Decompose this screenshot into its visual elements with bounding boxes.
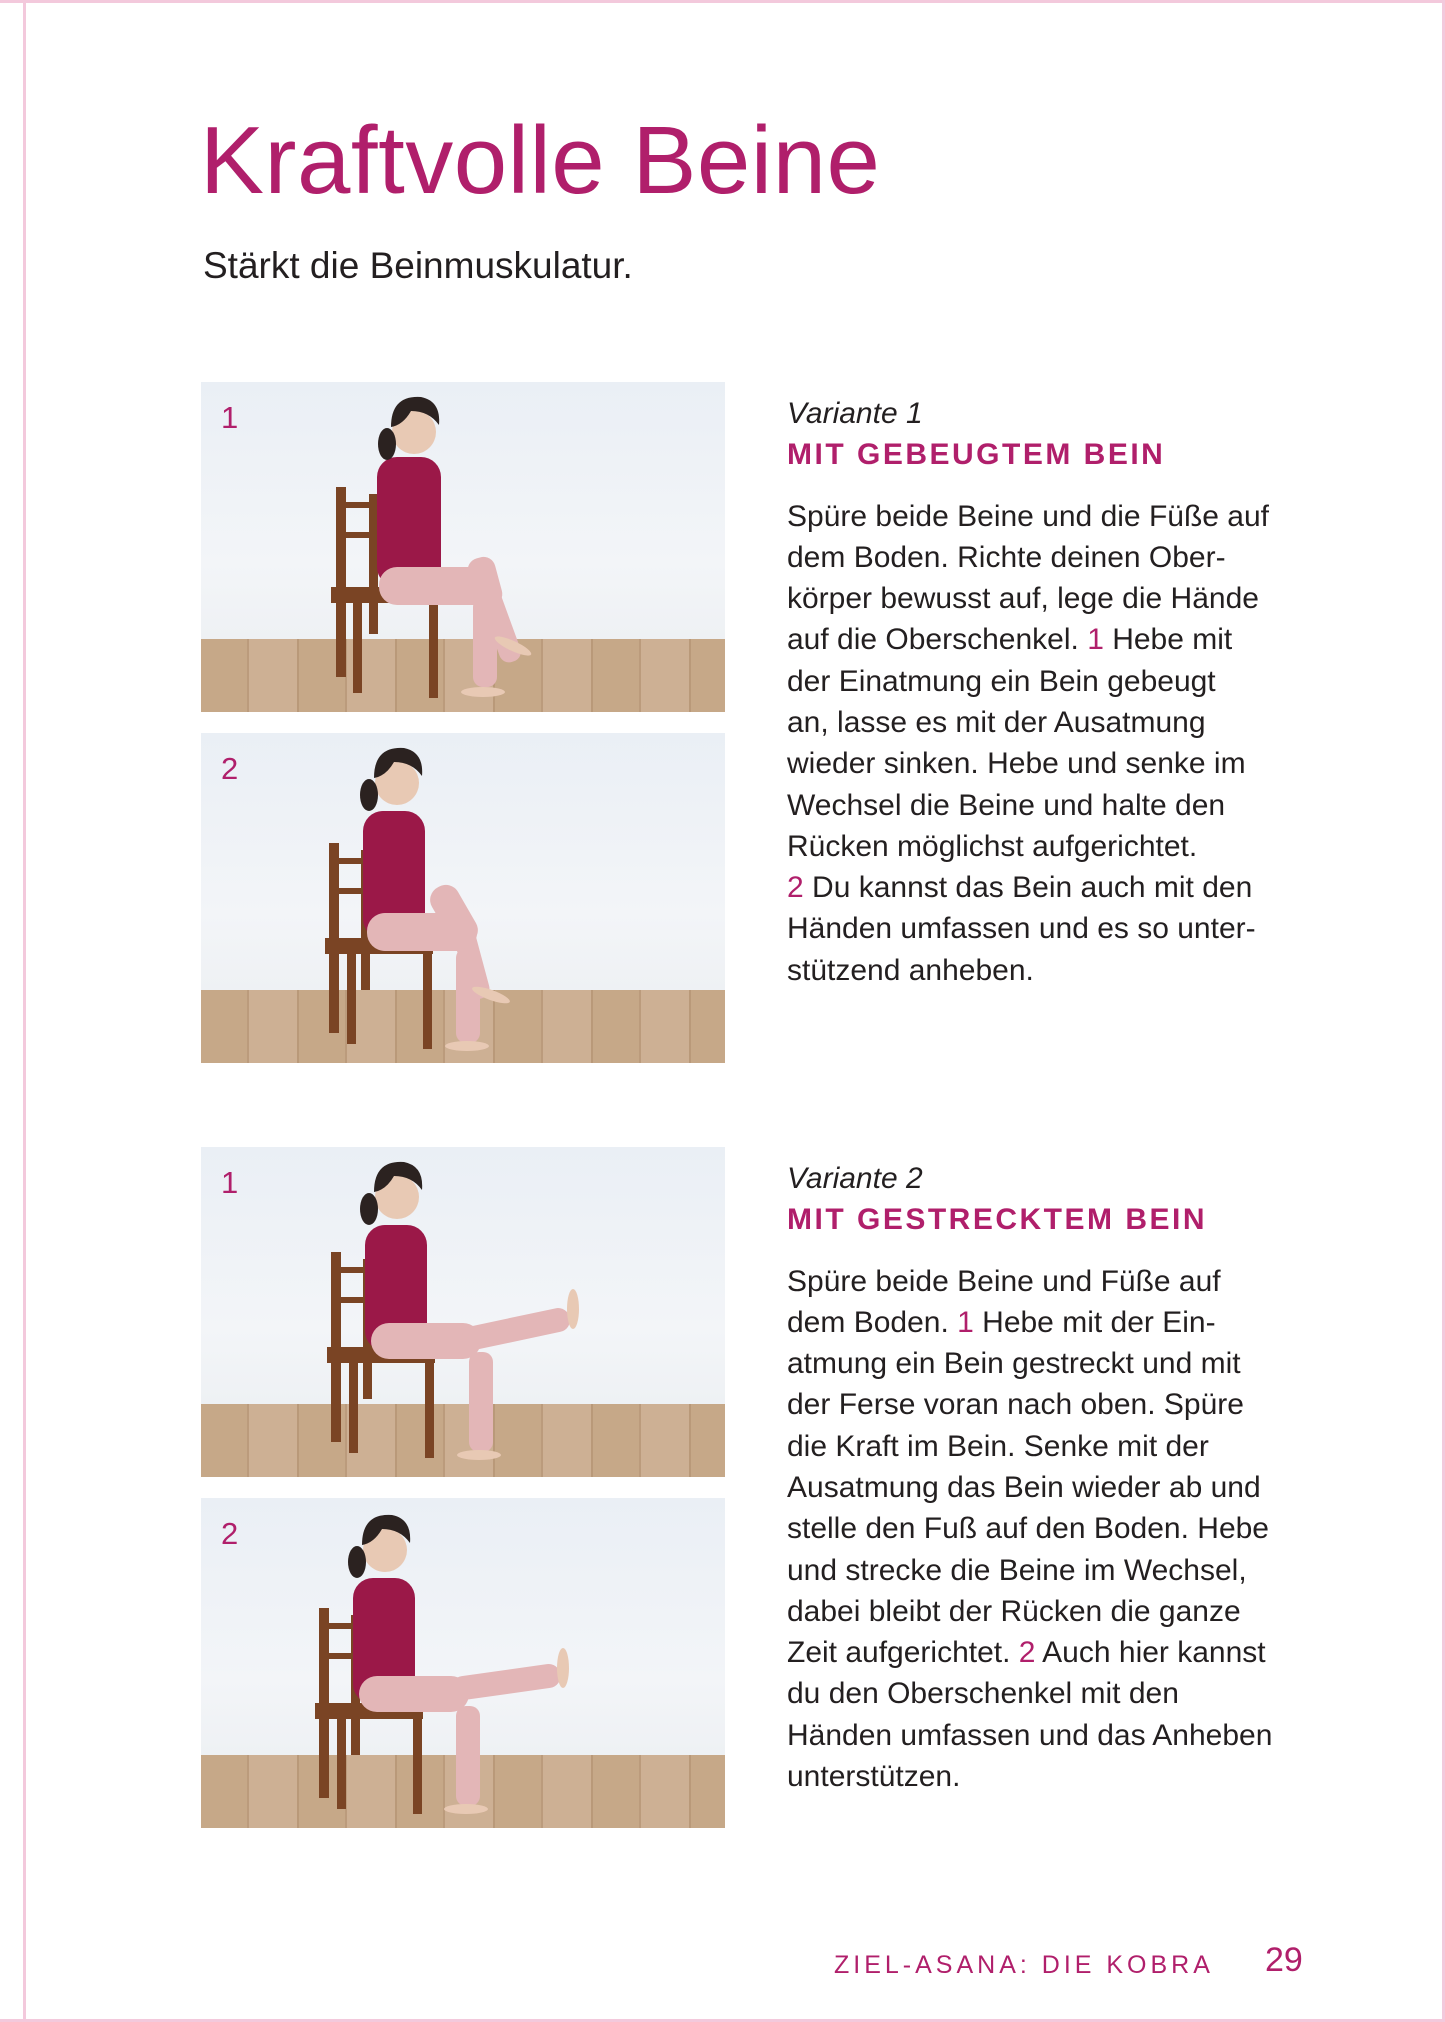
text-line: körper bewusst auf, lege die Hände xyxy=(787,582,1259,616)
variant-label: Variante 1 xyxy=(787,397,923,430)
variant-label: Variante 2 xyxy=(787,1162,923,1195)
text-line: Händen umfassen und es so unter- xyxy=(787,912,1256,946)
variant-2-block xyxy=(787,1161,1347,1797)
seated-straight-leg-hands-illustration xyxy=(201,1498,725,1828)
page-title: Kraftvolle Beine xyxy=(200,107,881,214)
text-line: Ausatmung das Bein wieder ab und xyxy=(787,1470,1261,1504)
photo-variant-1-step-1 xyxy=(201,382,725,712)
photo-step-number: 1 xyxy=(221,1165,239,1200)
photo-step-number: 1 xyxy=(221,400,239,435)
text-line: der Einatmung ein Bein gebeugt xyxy=(787,664,1216,698)
variant-instructions xyxy=(787,496,1347,992)
text-line: dabei bleibt der Rücken die ganze xyxy=(787,1594,1241,1628)
seated-straight-leg-illustration xyxy=(201,1147,725,1477)
text-line: dem Boden. Richte deinen Ober- xyxy=(787,540,1226,574)
text-line: Spüre beide Beine und die Füße auf xyxy=(787,499,1270,533)
text-line: Rücken möglichst aufgerichtet. xyxy=(787,829,1198,863)
text-line: auf die Oberschenkel. 1 Hebe mit xyxy=(787,623,1233,657)
text-line: 2 Du kannst das Bein auch mit den xyxy=(787,871,1253,905)
variant-heading: MIT GEBEUGTEM BEIN xyxy=(787,438,1166,471)
page-subtitle: Stärkt die Beinmuskulatur. xyxy=(203,245,633,286)
seated-bent-leg-hands-illustration xyxy=(201,733,725,1063)
text-line: du den Oberschenkel mit den xyxy=(787,1677,1179,1711)
text-line: und strecke die Beine im Wechsel, xyxy=(787,1553,1247,1587)
step-reference-number: 2 xyxy=(1018,1636,1036,1670)
page-border-left xyxy=(23,0,26,2022)
running-footer-section: ZIEL-ASANA: DIE KOBRA xyxy=(834,1951,1214,1979)
step-reference-number: 1 xyxy=(957,1305,974,1339)
variant-heading: MIT GESTRECKTEM BEIN xyxy=(787,1203,1208,1236)
step-reference-number: 1 xyxy=(1087,623,1104,657)
variant-1-block xyxy=(787,396,1347,991)
text-line: unterstützen. xyxy=(787,1760,961,1794)
photo-variant-1-step-2 xyxy=(201,733,725,1063)
text-line: Zeit aufgerichtet. 2 Auch hier kannst xyxy=(787,1636,1266,1670)
text-line: Spüre beide Beine und Füße auf xyxy=(787,1264,1221,1298)
text-line: die Kraft im Bein. Senke mit der xyxy=(787,1429,1209,1463)
photo-step-number: 2 xyxy=(221,1516,239,1551)
page-number: 29 xyxy=(1265,1941,1303,1979)
text-line: dem Boden. 1 Hebe mit der Ein- xyxy=(787,1305,1216,1339)
text-line: stützend anheben. xyxy=(787,953,1034,987)
variant-instructions xyxy=(787,1261,1347,1798)
photo-variant-2-step-2 xyxy=(201,1498,725,1828)
step-reference-number: 2 xyxy=(787,871,804,905)
text-line: Händen umfassen und das Anheben xyxy=(787,1718,1273,1752)
text-line: der Ferse voran nach oben. Spüre xyxy=(787,1388,1244,1422)
page-border-top xyxy=(0,0,1445,3)
text-line: stelle den Fuß auf den Boden. Hebe xyxy=(787,1512,1269,1546)
text-line: an, lasse es mit der Ausatmung xyxy=(787,705,1206,739)
seated-bent-leg-illustration xyxy=(201,382,725,712)
text-line: Wechsel die Beine und halte den xyxy=(787,788,1226,822)
photo-variant-2-step-1 xyxy=(201,1147,725,1477)
photo-step-number: 2 xyxy=(221,751,239,786)
text-line: wieder sinken. Hebe und senke im xyxy=(787,747,1246,781)
text-line: atmung ein Bein gestreckt und mit xyxy=(787,1347,1241,1381)
